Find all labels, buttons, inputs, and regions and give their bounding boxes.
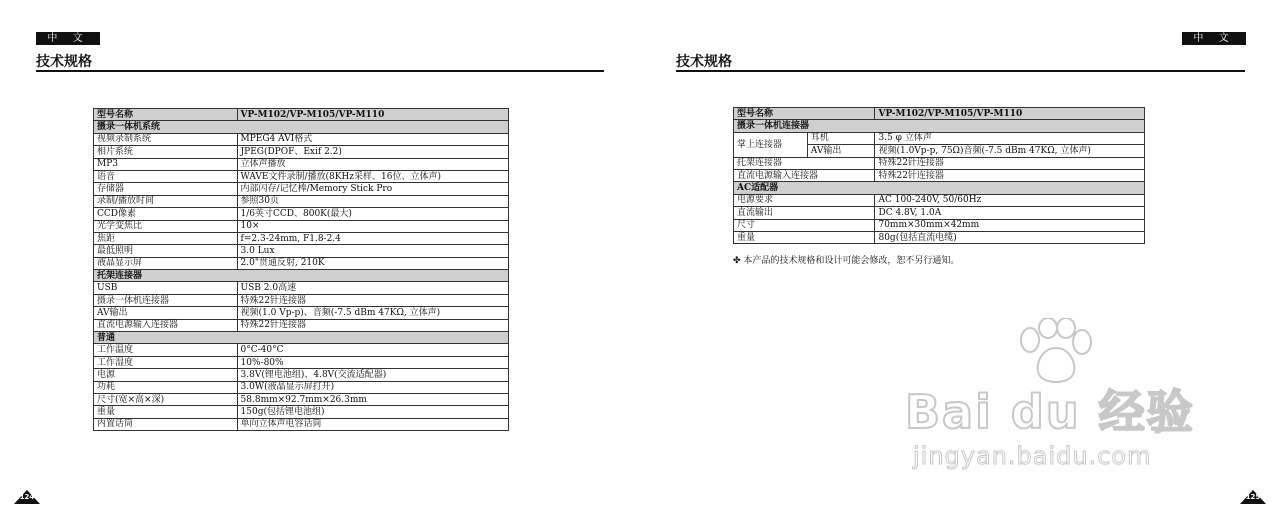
spec-value: 特殊22针连接器	[875, 157, 1145, 169]
table-section-row	[94, 270, 509, 282]
table-section-row	[734, 120, 1145, 132]
spec-label: 最低照明	[94, 245, 238, 257]
spec-label: 尺寸	[734, 219, 875, 231]
section-cell: 摄录一体机系统	[94, 121, 509, 133]
table-row	[94, 344, 509, 356]
spec-value: 3.8V(锂电池组)、4.8V(交流适配器)	[237, 369, 508, 381]
title-rule	[36, 70, 604, 72]
page-number-badge	[1240, 490, 1266, 504]
header-cell: 型号名称	[734, 108, 875, 120]
table-row	[94, 146, 509, 158]
spec-table-left	[93, 108, 509, 431]
spec-label: 功耗	[94, 381, 238, 393]
table-row	[94, 133, 509, 145]
spec-label: AV输出	[94, 307, 238, 319]
spec-label: 直流电源输入连接器	[94, 319, 238, 331]
spec-label: 存储器	[94, 183, 238, 195]
spec-label: 直流电源输入连接器	[734, 169, 875, 181]
spec-label: 工作温度	[94, 344, 238, 356]
baidu-watermark	[905, 318, 1205, 478]
spec-label: 托架连接器	[734, 157, 875, 169]
spec-value: USB 2.0高速	[237, 282, 508, 294]
spec-value: 70mm×30mm×42mm	[875, 219, 1145, 231]
table-row	[734, 207, 1145, 219]
spec-label: 直流输出	[734, 207, 875, 219]
table-header-row	[734, 108, 1145, 120]
table-row	[94, 294, 509, 306]
page-number: 125	[1245, 493, 1261, 501]
table-row	[734, 169, 1145, 181]
table-row	[94, 393, 509, 405]
spec-label: 光学变焦比	[94, 220, 238, 232]
spec-sublabel: AV输出	[807, 145, 875, 157]
spec-value: f=2.3-24mm, F1.8-2.4	[237, 232, 508, 244]
disclaimer-note: ✤ 本产品的技术规格和设计可能会修改，恕不另行通知。	[733, 256, 960, 266]
spec-value: 视频(1.0 Vp-p)、音频(-7.5 dBm 47KΩ, 立体声)	[237, 307, 508, 319]
spec-value: DC 4.8V, 1.0A	[875, 207, 1145, 219]
spec-label: 摄录一体机连接器	[94, 294, 238, 306]
spec-label: 相片系统	[94, 146, 238, 158]
table-row	[94, 307, 509, 319]
spec-label: 液晶显示屏	[94, 257, 238, 269]
spec-value: 1/6英寸CCD、800K(最大)	[237, 208, 508, 220]
table-row	[94, 381, 509, 393]
table-row	[734, 132, 1145, 144]
table-row	[94, 319, 509, 331]
spec-value: 内部闪存/记忆棒/Memory Stick Pro	[237, 183, 508, 195]
spec-value: 单向立体声电容话筒	[237, 418, 508, 430]
section-title: 技术规格	[36, 54, 92, 70]
header-cell: 型号名称	[94, 109, 238, 121]
spec-label: 掌上连接器	[734, 132, 808, 157]
spec-value: 参照30页	[237, 195, 508, 207]
table-row	[94, 282, 509, 294]
spec-label: 语音	[94, 170, 238, 182]
table-row	[734, 157, 1145, 169]
spec-table-right	[733, 107, 1145, 244]
table-row	[94, 257, 509, 269]
table-row	[734, 219, 1145, 231]
spec-value: 特殊22针连接器	[875, 169, 1145, 181]
language-tab: 中 文	[36, 32, 100, 45]
spec-label: 录制/播放时间	[94, 195, 238, 207]
spec-label: 内置话筒	[94, 418, 238, 430]
table-row	[94, 183, 509, 195]
spec-label: 视频录制系统	[94, 133, 238, 145]
table-section-row	[734, 182, 1145, 194]
spec-value: 80g(包括直流电缆)	[875, 231, 1145, 243]
section-cell: 普通	[94, 332, 509, 344]
page-number-badge	[14, 490, 40, 504]
spec-value: 150g(包括锂电池组)	[237, 406, 508, 418]
table-row	[94, 220, 509, 232]
spec-label: CCD像素	[94, 208, 238, 220]
table-row	[94, 245, 509, 257]
watermark-brand: Bai du 经验	[905, 385, 1195, 439]
spec-label: 重量	[734, 231, 875, 243]
table-row	[94, 170, 509, 182]
table-row	[94, 406, 509, 418]
spec-label: 尺寸(宽×高×深)	[94, 393, 238, 405]
spec-value: WAVE文件录制/播放(8KHz采样、16位、立体声)	[237, 170, 508, 182]
spec-value: 立体声播放	[237, 158, 508, 170]
spec-label: 重量	[94, 406, 238, 418]
table-header-row	[94, 109, 509, 121]
spec-value: JPEG(DPOF、Exif 2.2)	[237, 146, 508, 158]
table-section-row	[94, 121, 509, 133]
table-row	[94, 418, 509, 430]
spec-value: 特殊22针连接器	[237, 294, 508, 306]
watermark-url: jingyan.baidu.com	[913, 442, 1152, 470]
spec-label: 电源要求	[734, 194, 875, 206]
spec-value: AC 100-240V, 50/60Hz	[875, 194, 1145, 206]
section-cell: 托架连接器	[94, 270, 509, 282]
spec-value: 3.0 Lux	[237, 245, 508, 257]
spec-value: 10%-80%	[237, 356, 508, 368]
table-row	[734, 194, 1145, 206]
title-rule	[676, 70, 1245, 72]
header-cell: VP-M102/VP-M105/VP-M110	[237, 109, 508, 121]
table-row	[94, 232, 509, 244]
spec-label: MP3	[94, 158, 238, 170]
page-number: 124	[19, 493, 35, 501]
spec-value: 0°C-40°C	[237, 344, 508, 356]
spec-sublabel: 耳机	[807, 132, 875, 144]
spec-value: 58.8mm×92.7mm×26.3mm	[237, 393, 508, 405]
spec-value: 特殊22针连接器	[237, 319, 508, 331]
section-title: 技术规格	[676, 54, 732, 70]
spec-value: 2.0"贯通反射, 210K	[237, 257, 508, 269]
spec-value: 10×	[237, 220, 508, 232]
spec-label: 电源	[94, 369, 238, 381]
table-row	[94, 195, 509, 207]
spec-label: USB	[94, 282, 238, 294]
table-row	[94, 369, 509, 381]
spec-label: 焦距	[94, 232, 238, 244]
table-section-row	[94, 332, 509, 344]
spec-value: 3.5 φ 立体声	[875, 132, 1145, 144]
table-row	[734, 231, 1145, 243]
table-row	[94, 158, 509, 170]
table-row	[94, 356, 509, 368]
spec-value: MPEG4 AVI格式	[237, 133, 508, 145]
header-cell: VP-M102/VP-M105/VP-M110	[875, 108, 1145, 120]
spec-label: 工作湿度	[94, 356, 238, 368]
spec-value: 3.0W(液晶显示屏打开)	[237, 381, 508, 393]
table-row	[94, 208, 509, 220]
language-tab: 中 文	[1182, 32, 1246, 45]
spec-value: 视频(1.0Vp-p, 75Ω)音频(-7.5 dBm 47KΩ, 立体声)	[875, 145, 1145, 157]
section-cell: AC适配器	[734, 182, 1145, 194]
section-cell: 摄录一体机连接器	[734, 120, 1145, 132]
